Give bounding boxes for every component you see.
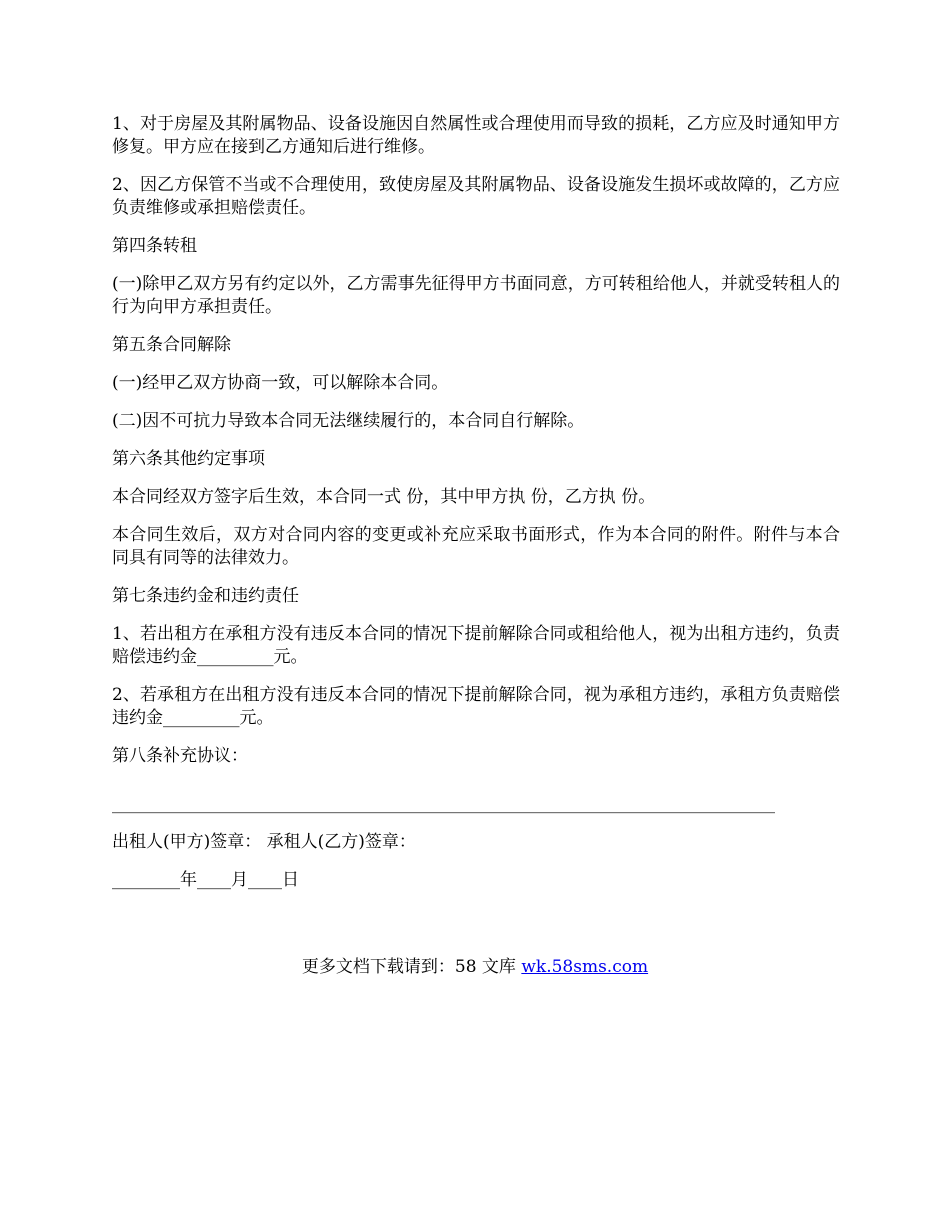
clause-paragraph: 2、若承租方在出租方没有违反本合同的情况下提前解除合同，视为承租方违约，承租方负责赔偿违约金_________元。 xyxy=(112,685,840,728)
clause-paragraph: (一)除甲乙双方另有约定以外，乙方需事先征得甲方书面同意，方可转租给他人，并就受转租人的行为向甲方承担责任。 xyxy=(112,274,840,317)
section-heading: 第四条转租 xyxy=(112,236,197,256)
clause-paragraph: (二)因不可抗力导致本合同无法继续履行的，本合同自行解除。 xyxy=(112,411,585,431)
supplement-blank-line: ______________________________________________________________________________ xyxy=(112,794,775,814)
clause-paragraph: 本合同生效后，双方对合同内容的变更或补充应采取书面形式，作为本合同的附件。附件与本合同具有同等的法律效力。 xyxy=(112,525,840,568)
footer xyxy=(0,956,950,979)
clause-paragraph: 1、对于房屋及其附属物品、设备设施因自然属性或合理使用而导致的损耗，乙方应及时通知甲方修复。甲方应在接到乙方通知后进行维修。 xyxy=(112,114,840,157)
clause-paragraph: 2、因乙方保管不当或不合理使用，致使房屋及其附属物品、设备设施发生损坏或故障的，乙方应负责维修或承担赔偿责任。 xyxy=(112,175,840,218)
date-line: ________年____月____日 xyxy=(112,870,299,890)
footer-link[interactable]: wk.58sms.com xyxy=(521,957,649,977)
section-heading: 第六条其他约定事项 xyxy=(112,449,265,469)
clause-paragraph: 本合同经双方签字后生效，本合同一式 份，其中甲方执 份，乙方执 份。 xyxy=(112,487,656,507)
clause-paragraph: (一)经甲乙双方协商一致，可以解除本合同。 xyxy=(112,373,449,393)
signature-line: 出租人(甲方)签章： 承租人(乙方)签章： xyxy=(112,832,416,852)
section-heading: 第七条违约金和违约责任 xyxy=(112,586,299,606)
clause-paragraph: 1、若出租方在承租方没有违反本合同的情况下提前解除合同或租给他人，视为出租方违约，负责赔偿违约金_________元。 xyxy=(112,624,840,667)
section-heading: 第八条补充协议： xyxy=(112,746,248,766)
document-body xyxy=(112,113,840,907)
footer-prefix: 更多文档下载请到：58 文库 xyxy=(301,957,522,977)
section-heading: 第五条合同解除 xyxy=(112,335,231,355)
